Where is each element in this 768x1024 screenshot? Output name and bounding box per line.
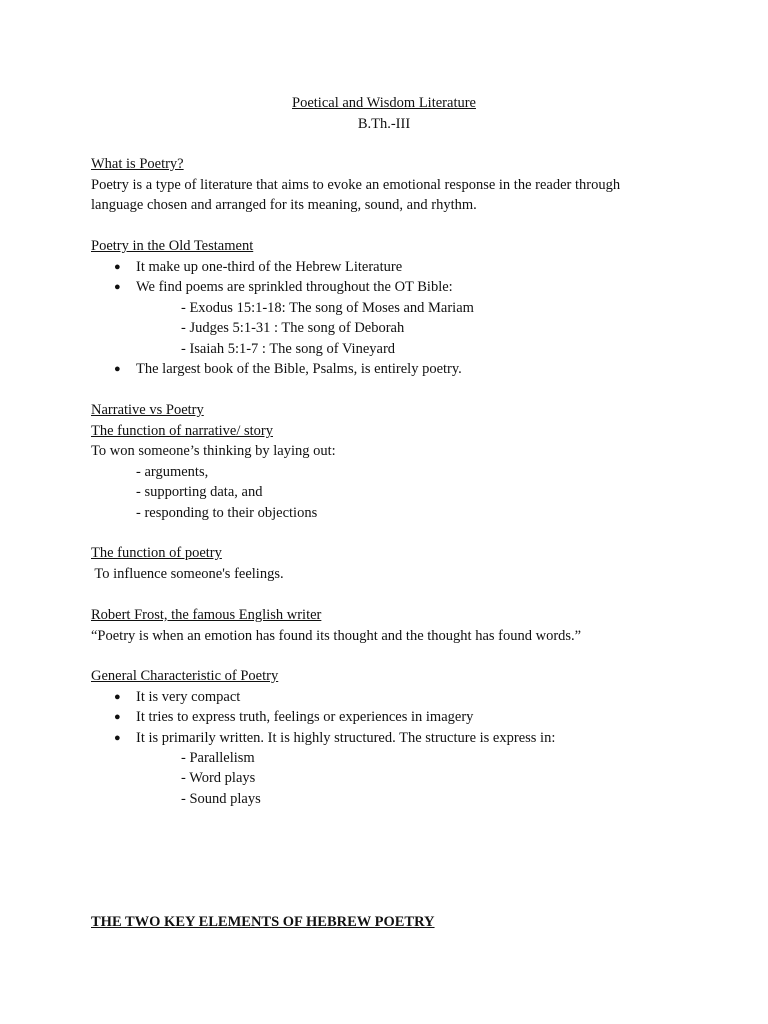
sub-list-item: - Word plays [181, 770, 256, 786]
paragraph-line: To won someone’s thinking by laying out: [91, 443, 336, 459]
sub-list-item: - responding to their objections [136, 505, 318, 521]
document-title: Poetical and Wisdom Literature [292, 95, 476, 111]
sub-list-item: - Parallelism [181, 750, 255, 766]
sub-list-item: - arguments, [136, 464, 209, 480]
bullet-icon: ● [114, 711, 121, 723]
heading-what-is-poetry: What is Poetry? [91, 156, 184, 172]
paragraph-line: language chosen and arranged for its meaning, sound, and rhythm. [91, 197, 477, 213]
list-item: It make up one-third of the Hebrew Literature [136, 259, 403, 275]
bullet-icon: ● [114, 732, 121, 744]
bullet-icon: ● [114, 363, 121, 375]
heading-narrative-vs-poetry: Narrative vs Poetry [91, 402, 204, 418]
sub-list-item: - supporting data, and [136, 484, 263, 500]
heading-old-testament: Poetry in the Old Testament [91, 238, 254, 254]
paragraph-line: Poetry is a type of literature that aims to evoke an emotional response in the reader through [91, 177, 621, 193]
quote-text: “Poetry is when an emotion has found its thought and the thought has found words.” [91, 628, 582, 644]
bullet-icon: ● [114, 691, 121, 703]
list-item: It is primarily written. It is highly structured. The structure is express in: [136, 730, 556, 746]
bullet-icon: ● [114, 261, 121, 273]
list-item: The largest book of the Bible, Psalms, is entirely poetry. [136, 361, 462, 377]
sub-list-item: - Judges 5:1-31 : The song of Deborah [181, 320, 405, 336]
list-item: It is very compact [136, 689, 241, 705]
bullet-icon: ● [114, 281, 121, 293]
sub-list-item: - Isaiah 5:1-7 : The song of Vineyard [181, 341, 396, 357]
sub-list-item: - Exodus 15:1-18: The song of Moses and Mariam [181, 300, 474, 316]
list-item: We find poems are sprinkled throughout the OT Bible: [136, 279, 453, 295]
document-subtitle: B.Th.-III [357, 116, 411, 132]
subheading-function-of-narrative: The function of narrative/ story [91, 423, 273, 439]
sub-list-item: - Sound plays [181, 791, 261, 807]
list-item: It tries to express truth, feelings or experiences in imagery [136, 709, 474, 725]
heading-robert-frost: Robert Frost, the famous English writer [91, 607, 322, 623]
heading-function-of-poetry: The function of poetry [91, 545, 222, 561]
paragraph-line: To influence someone's feelings. [91, 566, 284, 582]
heading-key-elements: THE TWO KEY ELEMENTS OF HEBREW POETRY [91, 914, 435, 930]
heading-general-characteristic: General Characteristic of Poetry [91, 668, 279, 684]
